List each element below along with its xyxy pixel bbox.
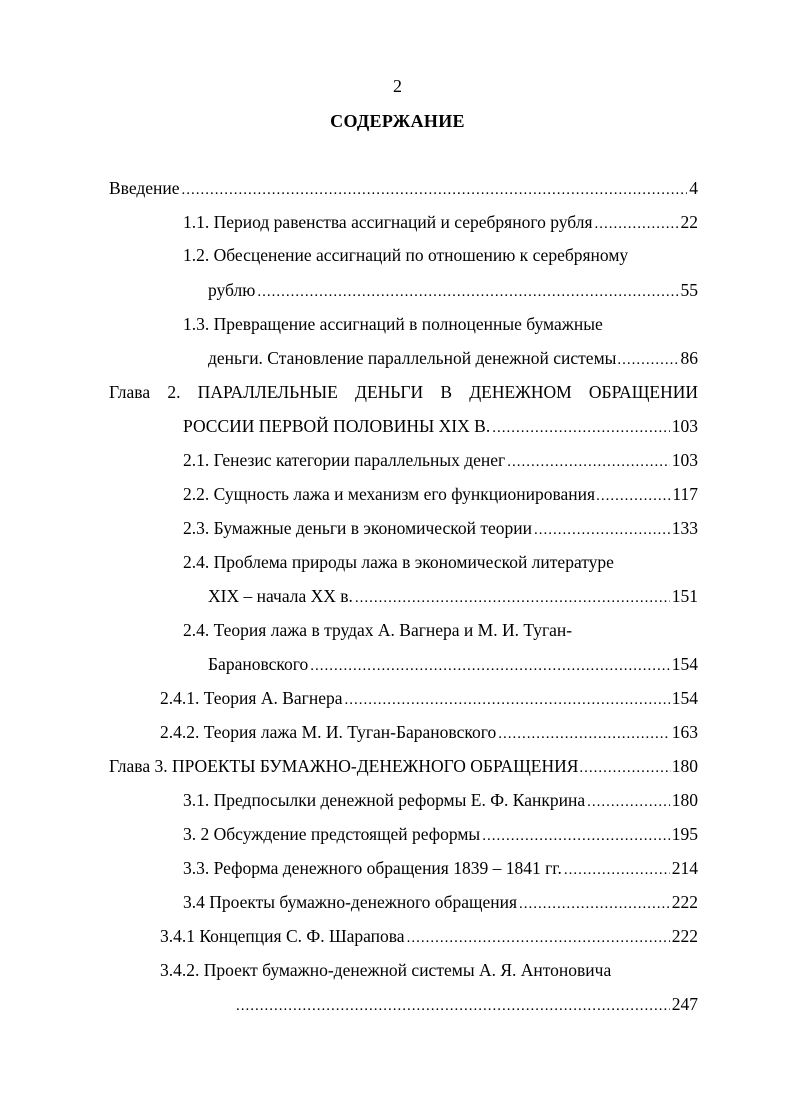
toc-entry-page: 180 [671,790,698,810]
toc-entry-label: Глава 2. ПАРАЛЛЕЛЬНЫЕ ДЕНЬГИ В ДЕНЕЖНОМ ОБРАЩЕНИИ [109,382,698,402]
toc-entry-label: 3.4.2. Проект бумажно-денежной системы А. Я. Антоновича [160,960,612,980]
dot-leader [182,179,688,201]
dot-leader [596,485,671,507]
toc-entry-chapter-3[interactable] [109,755,698,777]
toc-entry-2-3[interactable] [183,517,698,539]
toc-entry-3-4-2-line2[interactable] [236,993,698,1015]
toc-entry-label: 2.3. Бумажные деньги в экономической теории [183,518,533,538]
dot-leader [595,213,679,235]
toc-entry-label: рублю [208,280,256,300]
toc-entry-page: 151 [671,586,698,606]
toc-entry-2-4b-line1[interactable] [183,619,572,641]
dot-leader [564,859,670,881]
toc-entry-label: 1.3. Превращение ассигнаций в полноценные бумажные [183,314,603,334]
page-title: СОДЕРЖАНИЕ [330,111,465,131]
toc-entry-3-1[interactable] [183,789,698,811]
toc-entry-1-2-line1[interactable] [183,244,628,266]
toc-entry-page: 154 [671,654,698,674]
toc-entry-2-2[interactable] [183,483,698,505]
toc-entry-label: XIX – начала XX в. [208,586,353,606]
toc-entry-label: Глава 3. ПРОЕКТЫ БУМАЖНО-ДЕНЕЖНОГО ОБРАЩЕНИЯ [109,756,579,776]
dot-leader [507,451,670,473]
dot-leader [310,655,670,677]
toc-entry-introduction[interactable] [109,177,698,199]
toc-entry-page: 4 [689,178,698,198]
dot-leader [587,791,670,813]
toc-entry-2-4-1[interactable] [160,687,698,709]
dot-leader [236,995,670,1017]
toc-entry-page: 103 [671,450,698,470]
toc-entry-3-4[interactable] [183,891,698,913]
toc-entry-page: 222 [671,892,698,912]
toc-entry-label: 2.1. Генезис категории параллельных денег [183,450,506,470]
toc-entry-3-3[interactable] [183,857,698,879]
toc-entry-2-4a-line2[interactable] [208,585,698,607]
toc-entry-2-4-2[interactable] [160,721,698,743]
toc-entry-page: 103 [671,416,698,436]
toc-entry-label: деньги. Становление параллельной денежной системы [208,348,617,368]
toc-entry-2-1[interactable] [183,449,698,471]
toc-entry-page: 133 [671,518,698,538]
dot-leader [257,281,678,303]
toc-entry-chapter-2-line1[interactable] [109,381,698,403]
dot-leader [345,689,670,711]
toc-entry-label: 2.4. Теория лажа в трудах А. Вагнера и М. И. Туган- [183,620,573,640]
toc-entry-label: 3.3. Реформа денежного обращения 1839 – 1841 гг. [183,858,562,878]
toc-entry-label: 2.4. Проблема природы лажа в экономической литературе [183,552,614,572]
toc-entry-label: Барановского [208,654,309,674]
toc-entry-label: 2.2. Сущность лажа и механизм его функционирования [183,484,596,504]
toc-entry-page: 22 [680,212,698,232]
toc-entry-label: 3.4.1 Концепция С. Ф. Шарапова [160,926,405,946]
dot-leader [617,349,679,371]
dot-leader [519,893,670,915]
toc-entry-label: 3.1. Предпосылки денежной реформы Е. Ф. Канкрина [183,790,586,810]
toc-entry-page: 163 [671,722,698,742]
toc-entry-2-4b-line2[interactable] [208,653,698,675]
toc-entry-label: 3. 2 Обсуждение предстоящей реформы [183,824,481,844]
toc-entry-page: 154 [671,688,698,708]
dot-leader [407,927,670,949]
toc-entry-1-3-line1[interactable] [183,313,603,335]
toc-entry-chapter-2-line2[interactable] [183,415,698,437]
toc-entry-page: 55 [680,280,698,300]
toc-entry-page: 247 [671,994,698,1014]
toc-entry-page: 117 [672,484,698,504]
toc-entry-1-2-line2[interactable] [208,279,698,301]
page-number: 2 [393,76,402,96]
toc-entry-label: 1.1. Период равенства ассигнаций и серебряного рубля [183,212,593,232]
dot-leader [498,723,670,745]
toc-entry-3-4-1[interactable] [160,925,698,947]
toc-entry-label: РОССИИ ПЕРВОЙ ПОЛОВИНЫ XIX В. [183,416,491,436]
toc-entry-label: 2.4.2. Теория лажа М. И. Туган-Барановского [160,722,497,742]
toc-entry-label: 2.4.1. Теория А. Вагнера [160,688,343,708]
toc-entry-label: Введение [109,178,180,198]
toc-entry-3-4-2-line1[interactable] [160,959,611,981]
dot-leader [482,825,670,847]
toc-entry-page: 86 [680,348,698,368]
toc-entry-1-3-line2[interactable] [208,347,698,369]
dot-leader [492,417,670,439]
dot-leader [355,587,670,609]
toc-entry-3-2[interactable] [183,823,698,845]
toc-entry-page: 222 [671,926,698,946]
dot-leader [579,757,670,779]
toc-entry-page: 195 [671,824,698,844]
toc-entry-page: 180 [671,756,698,776]
dot-leader [534,519,670,541]
toc-entry-page: 214 [671,858,698,878]
toc-entry-label: 3.4 Проекты бумажно-денежного обращения [183,892,518,912]
toc-entry-label: 1.2. Обесценение ассигнаций по отношению к серебряному [183,245,629,265]
toc-entry-2-4a-line1[interactable] [183,551,614,573]
toc-entry-1-1[interactable] [183,211,698,233]
